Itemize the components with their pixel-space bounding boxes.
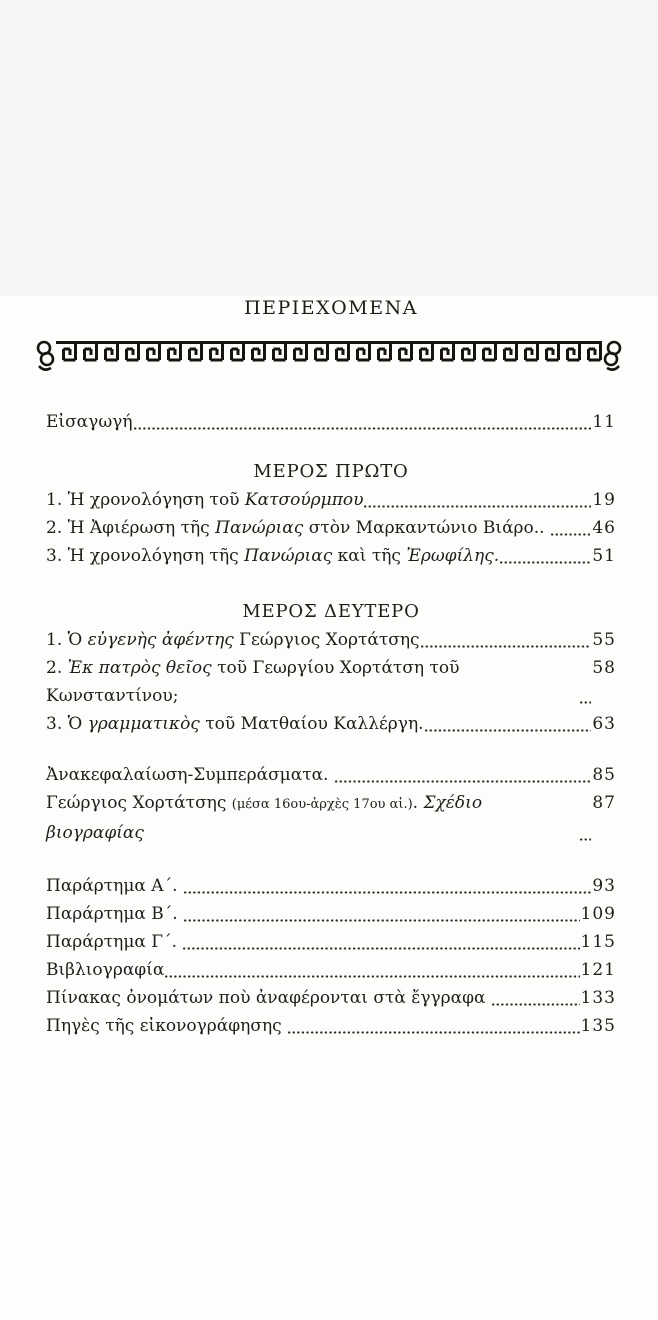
dot-leader: [184, 919, 579, 922]
toc-entry-part1-2: [46, 514, 616, 542]
entry-label: Παράρτημα Α´.: [46, 876, 183, 896]
toc-entry-part2-3: [46, 710, 616, 738]
page-number: 58: [592, 658, 616, 678]
toc-entry-illustration-sources: [46, 1012, 616, 1040]
dot-leader: [184, 891, 591, 894]
right-knot-ornament: [605, 342, 620, 370]
toc-entry-part2-2: [46, 654, 616, 710]
entry-label: 1. Ὁ εὐγενὴς ἀφέντης Γεώργιος Χορτάτσης: [46, 630, 420, 650]
left-knot-ornament: [38, 342, 53, 370]
dot-leader: [492, 1003, 580, 1006]
toc-entry-appendix-c: [46, 928, 616, 956]
page-title: ΠΕΡΙΕΧΟΜΕΝΑ: [244, 297, 418, 319]
toc-entry-bibliography: [46, 956, 616, 984]
dot-leader: [500, 561, 591, 564]
page-number: 109: [580, 904, 616, 924]
page-number: 121: [580, 960, 616, 980]
book-page: [0, 296, 658, 1320]
toc-entry-part1-1: [46, 486, 616, 514]
entry-label: Παράρτημα Γ´.: [46, 932, 183, 952]
page-number: 93: [592, 876, 616, 896]
page-number: 51: [592, 546, 616, 566]
page-number: 63: [592, 714, 616, 734]
toc-entry-appendix-b: [46, 900, 616, 928]
entry-label: 1. Ἡ χρονολόγηση τοῦ Κατσούρμπου: [46, 490, 364, 510]
toc-entry-recap: [46, 761, 616, 789]
dot-leader: [183, 947, 579, 950]
toc-entry-part2-1: [46, 626, 616, 654]
page-number: 87: [592, 793, 616, 813]
page-number: 19: [592, 490, 616, 510]
dot-leader: [364, 505, 591, 508]
appendix-list: [46, 872, 616, 1040]
page-number: 133: [580, 988, 616, 1008]
part2-heading: ΜΕΡΟΣ ΔΕΥΤΕΡΟ: [242, 601, 420, 622]
dot-leader: [580, 838, 592, 841]
page-number: 46: [592, 518, 616, 538]
toc-entry-intro: [46, 408, 616, 436]
dot-leader: [551, 533, 591, 536]
entry-label: Εἰσαγωγή: [46, 412, 133, 432]
toc-entry-biography: [46, 789, 616, 847]
part1-heading: ΜΕΡΟΣ ΠΡΩΤΟ: [253, 461, 409, 482]
entry-label: 2. Ἐκ πατρὸς θεῖος τοῦ Γεωργίου Χορτάτση τοῦ Κωνσταντίνου;: [46, 658, 465, 706]
dot-leader: [288, 1031, 579, 1034]
dot-leader: [580, 701, 592, 704]
page-number: 11: [592, 412, 616, 432]
toc-entry-name-index: [46, 984, 616, 1012]
entry-label: 2. Ἡ Ἀφιέρωση τῆς Πανώριας στὸν Μαρκαντώνιο Βιάρο..: [46, 518, 550, 538]
toc-entry-appendix-a: [46, 872, 616, 900]
toc-entry-part1-3: [46, 542, 616, 570]
page-number: 55: [592, 630, 616, 650]
page-number: 115: [580, 932, 616, 952]
greek-key-border-icon: [34, 336, 624, 376]
toc-content: [0, 296, 658, 1040]
dot-leader: [134, 427, 592, 430]
page-number: 85: [592, 765, 616, 785]
dot-leader: [425, 729, 592, 732]
entry-label: Ἀνακεφαλαίωση-Συμπεράσματα.: [46, 765, 334, 785]
dot-leader: [421, 645, 592, 648]
entry-label: Παράρτημα Β´.: [46, 904, 184, 924]
meander-band: [56, 341, 602, 362]
dot-leader: [335, 780, 591, 783]
entry-label: Πίνακας ὀνομάτων ποὺ ἀναφέρονται στὰ ἔγγραφα: [46, 988, 491, 1008]
dot-leader: [165, 975, 579, 978]
entry-label: Βιβλιογραφία: [46, 960, 165, 980]
entry-label: Πηγὲς τῆς εἰκονογράφησης: [46, 1016, 288, 1036]
page-number: 135: [580, 1016, 616, 1036]
entry-label: 3. Ὁ γραμματικὸς τοῦ Ματθαίου Καλλέργη.: [46, 714, 424, 734]
entry-label: 3. Ἡ χρονολόγηση τῆς Πανώριας καὶ τῆς Ἐρωφίλης.: [46, 546, 500, 566]
entry-label: Γεώργιος Χορτάτσης (μέσα 16ου-ἀρχὲς 17ου αἰ.). Σχέδιο βιογραφίας: [46, 793, 488, 843]
